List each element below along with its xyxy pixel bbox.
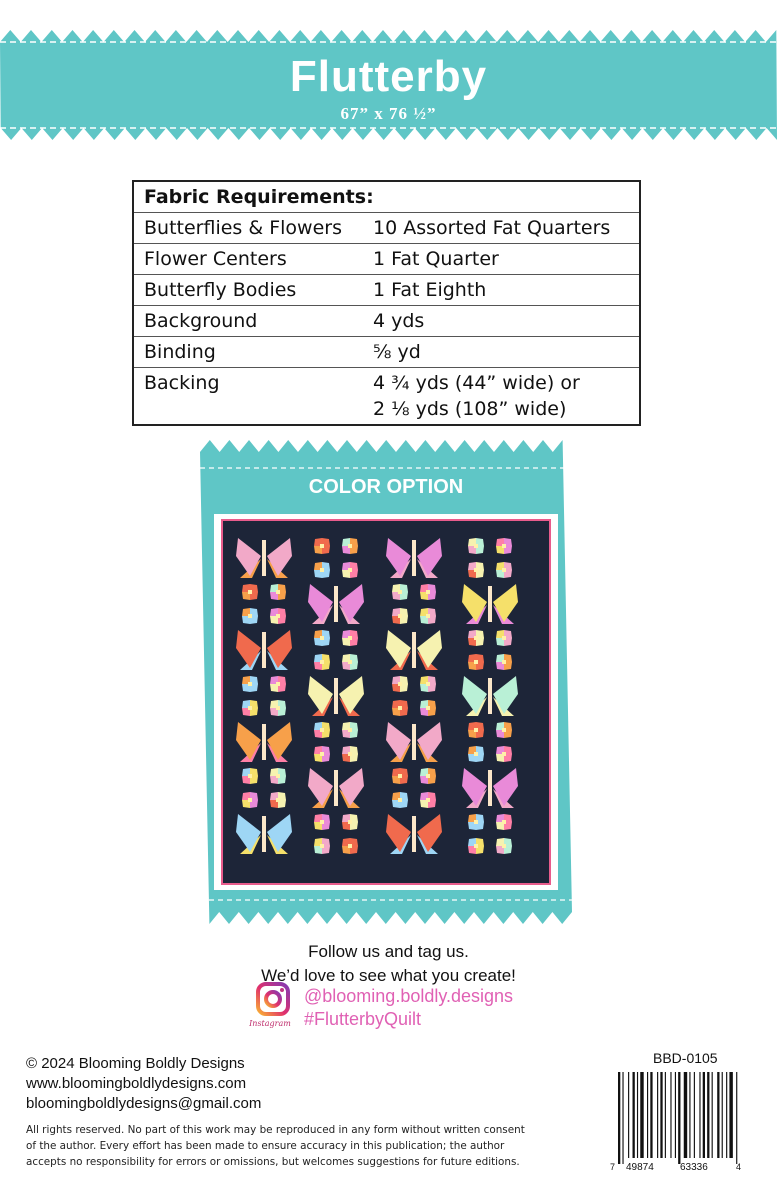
flower-block — [314, 722, 330, 738]
flower-block — [468, 838, 484, 854]
follow-line-2: We’d love to see what you create! — [261, 966, 516, 985]
flower-block — [242, 584, 258, 600]
fabric-label: Binding — [133, 337, 373, 368]
flower-block — [314, 538, 330, 554]
flower-block — [468, 814, 484, 830]
flower-block — [314, 746, 330, 762]
flower-block — [496, 814, 512, 830]
flower-block — [392, 608, 408, 624]
barcode-check-digit: 4 — [736, 1162, 742, 1172]
legal-line: of the author. Every effort has been made to ensure accuracy in this publication; the author — [26, 1140, 505, 1152]
flower-block — [270, 608, 286, 624]
flower-block — [496, 838, 512, 854]
fabric-label: Flower Centers — [133, 244, 373, 275]
fabric-amount: ⅝ yd — [373, 337, 640, 368]
flower-block — [420, 700, 436, 716]
follow-message — [0, 940, 777, 988]
backing-amount-1: 4 ¾ yds (44” wide) or — [373, 372, 580, 394]
flower-block — [342, 746, 358, 762]
flower-block — [270, 676, 286, 692]
flower-block — [342, 814, 358, 830]
flower-block — [270, 792, 286, 808]
flower-block — [342, 562, 358, 578]
barcode-lead-digit: 7 — [610, 1162, 616, 1172]
flower-block — [242, 792, 258, 808]
flower-block — [468, 654, 484, 670]
flower-block — [314, 562, 330, 578]
website-link[interactable]: www.bloomingboldlydesigns.com — [26, 1075, 247, 1092]
flower-block — [314, 838, 330, 854]
email-link[interactable]: bloomingboldlydesigns@gmail.com — [26, 1095, 262, 1112]
table-row — [133, 244, 640, 275]
flower-block — [392, 584, 408, 600]
barcode-left-digits: 49874 — [626, 1162, 654, 1173]
flower-block — [392, 768, 408, 784]
fabric-label: Backing — [133, 368, 373, 426]
fabric-amount: 1 Fat Eighth — [373, 275, 640, 306]
hashtag: #FlutterbyQuilt — [304, 1009, 422, 1029]
flower-block — [392, 792, 408, 808]
flower-block — [496, 538, 512, 554]
flower-block — [496, 722, 512, 738]
flower-block — [270, 768, 286, 784]
table-heading-row — [133, 181, 640, 213]
fabric-amount: 10 Assorted Fat Quarters — [373, 213, 640, 244]
flower-block — [420, 792, 436, 808]
flower-block — [496, 562, 512, 578]
follow-line-1: Follow us and tag us. — [308, 942, 469, 961]
quilt-photo — [214, 514, 558, 890]
fabric-requirements-table — [132, 180, 641, 426]
flower-block — [270, 584, 286, 600]
legal-line: All rights reserved. No part of this work may be reproduced in any form without written consent — [26, 1124, 525, 1136]
table-row — [133, 306, 640, 337]
copyright-line: © 2024 Blooming Boldly Designs — [26, 1055, 245, 1072]
flower-block — [392, 700, 408, 716]
flower-block — [342, 654, 358, 670]
flower-block — [242, 608, 258, 624]
flower-block — [342, 630, 358, 646]
fabric-amount — [373, 368, 640, 426]
table-row — [133, 213, 640, 244]
fabric-amount: 1 Fat Quarter — [373, 244, 640, 275]
flower-block — [420, 768, 436, 784]
flower-block — [242, 700, 258, 716]
flower-block — [496, 654, 512, 670]
backing-amount-2: 2 ⅛ yds (108” wide) — [373, 398, 567, 420]
flower-block — [496, 630, 512, 646]
flower-block — [242, 676, 258, 692]
instagram-handle[interactable]: @blooming.boldly.designs — [304, 986, 514, 1006]
table-row — [133, 337, 640, 368]
flower-block — [342, 838, 358, 854]
flower-block — [420, 676, 436, 692]
flower-block — [420, 608, 436, 624]
fabric-amount: 4 yds — [373, 306, 640, 337]
color-option-heading: COLOR OPTION — [308, 476, 464, 498]
fabric-label: Butterflies & Flowers — [133, 213, 373, 244]
contact-block — [26, 1054, 261, 1114]
color-option-panel — [200, 436, 572, 926]
legal-notice — [26, 1122, 586, 1170]
fabric-label: Butterfly Bodies — [133, 275, 373, 306]
pattern-title: Flutterby — [289, 52, 488, 101]
flower-block — [468, 746, 484, 762]
flower-block — [468, 722, 484, 738]
flower-block — [314, 630, 330, 646]
flower-block — [314, 654, 330, 670]
barcode — [608, 1070, 746, 1176]
flower-block — [342, 538, 358, 554]
flower-block — [342, 722, 358, 738]
legal-line: accepts no responsibility for errors or omissions, but welcomes suggestions for future editions. — [26, 1156, 520, 1168]
fabric-label: Background — [133, 306, 373, 337]
flower-block — [468, 630, 484, 646]
flower-block — [468, 562, 484, 578]
flower-block — [270, 700, 286, 716]
flower-block — [468, 538, 484, 554]
flower-block — [420, 584, 436, 600]
table-row — [133, 368, 640, 426]
quilt-size: 67” x 76 ½” — [340, 104, 437, 123]
table-heading: Fabric Requirements: — [144, 186, 374, 208]
flower-block — [242, 768, 258, 784]
header-banner — [0, 0, 777, 160]
flower-block — [496, 746, 512, 762]
flower-block — [314, 814, 330, 830]
instagram-wordmark: Instagram — [249, 1019, 291, 1028]
table-row — [133, 275, 640, 306]
product-code: BBD-0105 — [653, 1050, 718, 1066]
barcode-right-digits: 63336 — [680, 1162, 708, 1173]
flower-block — [392, 676, 408, 692]
